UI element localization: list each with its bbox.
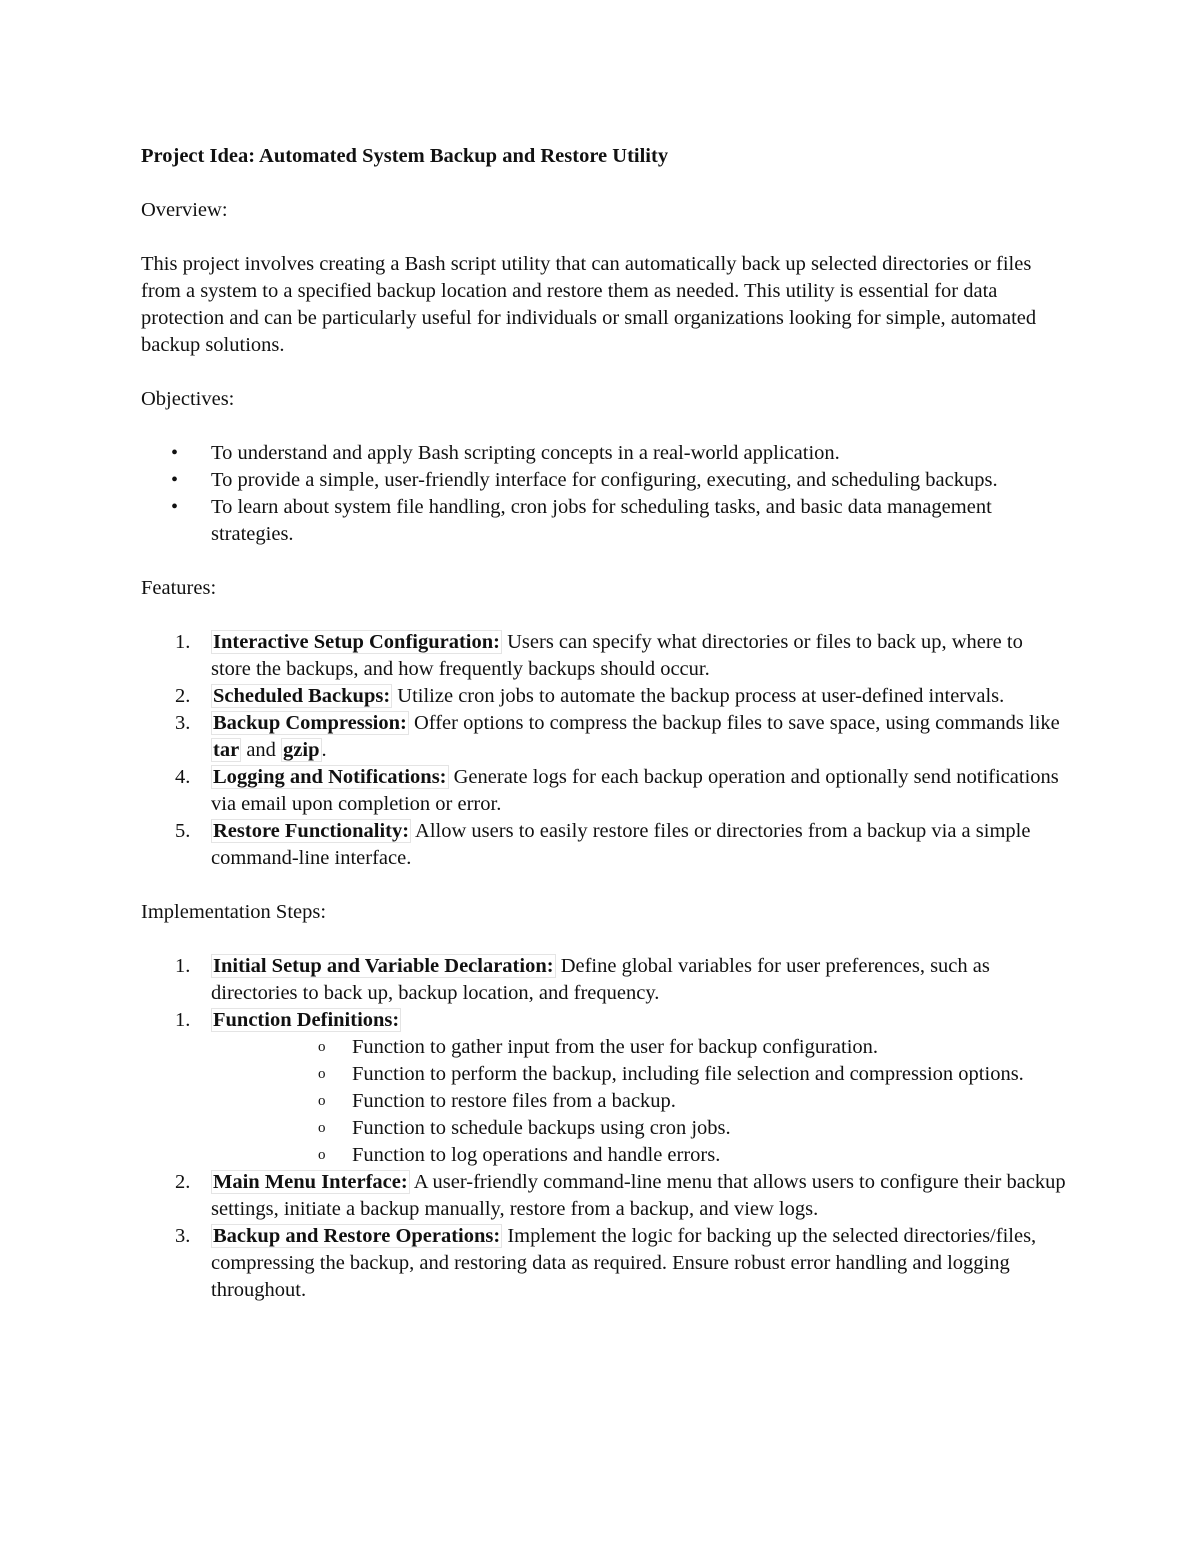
function-item xyxy=(211,1115,1066,1142)
objective-text: To learn about system file handling, cron jobs for scheduling tasks, and basic data management strategies. xyxy=(211,496,992,545)
function-text: Function to log operations and handle errors. xyxy=(352,1144,721,1166)
circle-bullet-icon: o xyxy=(318,1039,326,1055)
features-heading: Features: xyxy=(141,577,217,599)
function-item xyxy=(211,1034,1066,1061)
implementation-text: A user-friendly command-line menu that allows users to configure their backup settings, initiate a backup manually, restore from a backup, and view logs. xyxy=(211,1171,1066,1220)
circle-bullet-icon: o xyxy=(318,1066,326,1082)
list-number: 5. xyxy=(175,820,191,842)
implementation-heading: Implementation Steps: xyxy=(141,901,327,923)
function-text: Function to gather input from the user for backup configuration. xyxy=(352,1036,879,1058)
feature-term: Scheduled Backups: xyxy=(213,685,391,707)
feature-text: Offer options to compress the backup files to save space, using commands like xyxy=(408,712,1060,734)
implementation-text: Implement the logic for backing up the selected directories/files, compressing the backup, and restoring data as required. Ensure robust error handling and logging throughout. xyxy=(211,1225,1037,1301)
objective-item xyxy=(141,494,1066,548)
list-number: 3. xyxy=(175,1225,191,1247)
feature-text: and xyxy=(241,739,282,761)
feature-item xyxy=(141,710,1066,764)
function-item xyxy=(211,1088,1066,1115)
implementation-item xyxy=(141,1007,1066,1169)
implementation-item xyxy=(141,953,1066,1007)
objective-text: To understand and apply Bash scripting concepts in a real-world application. xyxy=(211,442,840,464)
feature-item xyxy=(141,683,1066,710)
objectives-list xyxy=(141,440,1066,548)
feature-item xyxy=(141,764,1066,818)
implementation-list xyxy=(141,953,1066,1304)
bullet-icon: • xyxy=(171,496,179,518)
feature-term: Restore Functionality: xyxy=(213,820,410,842)
circle-bullet-icon: o xyxy=(318,1120,326,1136)
objective-item xyxy=(141,467,1066,494)
overview-paragraph: This project involves creating a Bash script utility that can automatically back up selected directories or files from a system to a specified backup location and restore them as needed. This utility is essential for data protection and can be particularly useful for individuals or small organizations looking for simple, automated backup solutions. xyxy=(141,253,1037,356)
list-number: 1. xyxy=(175,631,191,653)
implementation-term: Initial Setup and Variable Declaration: xyxy=(213,955,554,977)
feature-term: Logging and Notifications: xyxy=(213,766,447,788)
list-number: 2. xyxy=(175,1171,191,1193)
feature-text: Generate logs for each backup operation and optionally send notifications via email upon completion or error. xyxy=(211,766,1059,815)
document-title: Project Idea: Automated System Backup and Restore Utility xyxy=(141,145,669,167)
objective-text: To provide a simple, user-friendly interface for configuring, executing, and scheduling backups. xyxy=(211,469,998,491)
feature-item xyxy=(141,629,1066,683)
implementation-item xyxy=(141,1223,1066,1304)
feature-term: Interactive Setup Configuration: xyxy=(213,631,500,653)
feature-term: Backup Compression: xyxy=(213,712,407,734)
list-number: 2. xyxy=(175,685,191,707)
function-text: Function to restore files from a backup. xyxy=(352,1090,676,1112)
circle-bullet-icon: o xyxy=(318,1093,326,1109)
function-sublist xyxy=(211,1034,1066,1169)
implementation-term: Main Menu Interface: xyxy=(213,1171,408,1193)
objectives-heading: Objectives: xyxy=(141,388,235,410)
implementation-item xyxy=(141,1169,1066,1223)
feature-text: Users can specify what directories or files to back up, where to store the backups, and how frequently backups should occur. xyxy=(211,631,1023,680)
bullet-icon: • xyxy=(171,469,179,491)
feature-item xyxy=(141,818,1066,872)
function-item xyxy=(211,1142,1066,1169)
feature-text: Utilize cron jobs to automate the backup process at user-defined intervals. xyxy=(392,685,1005,707)
feature-text: . xyxy=(321,739,327,761)
list-number: 1. xyxy=(175,955,191,977)
list-number: 3. xyxy=(175,712,191,734)
function-text: Function to schedule backups using cron jobs. xyxy=(352,1117,731,1139)
function-text: Function to perform the backup, including file selection and compression options. xyxy=(352,1063,1024,1085)
bullet-icon: • xyxy=(171,442,179,464)
circle-bullet-icon: o xyxy=(318,1147,326,1163)
code-gzip: gzip xyxy=(283,739,320,761)
document-page xyxy=(141,143,1066,1331)
code-tar: tar xyxy=(213,739,240,761)
implementation-text: Define global variables for user preferences, such as directories to back up, backup location, and frequency. xyxy=(211,955,990,1004)
feature-text: Allow users to easily restore files or directories from a backup via a simple command-line interface. xyxy=(211,820,1031,869)
list-number: 1. xyxy=(175,1009,191,1031)
overview-heading: Overview: xyxy=(141,199,228,221)
function-item xyxy=(211,1061,1066,1088)
list-number: 4. xyxy=(175,766,191,788)
features-list xyxy=(141,629,1066,872)
implementation-term: Function Definitions: xyxy=(213,1009,400,1031)
objective-item xyxy=(141,440,1066,467)
implementation-term: Backup and Restore Operations: xyxy=(213,1225,501,1247)
